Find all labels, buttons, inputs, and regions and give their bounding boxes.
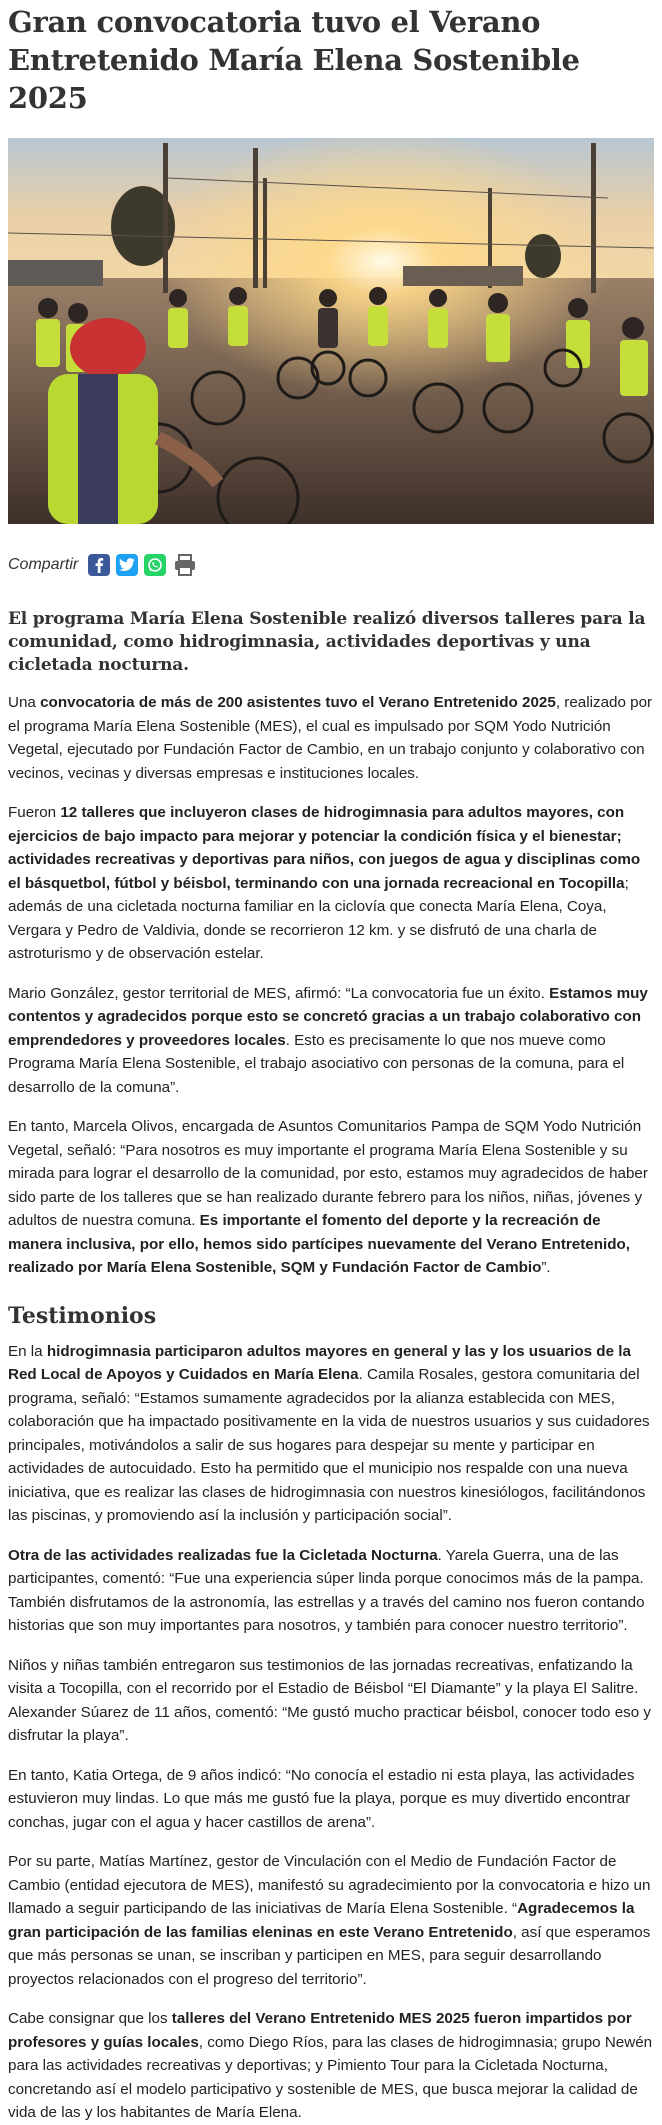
paragraph: En tanto, Katia Ortega, de 9 años indicó: “No conocía el estadio ni esta playa, las actividades estuvieron muy lindas. Lo que más me gustó fue la playa, porque es muy divertido encontrar conchas, jugar con el agua y hacer castillos de arena”. [8, 1766, 635, 1831]
paragraph: Fueron 12 talleres que incluyeron clases de hidrogimnasia para adultos mayores, con ejercicios de bajo impacto para mejorar y potenciar la condición física y el bienestar; actividades recreativas y deportivas para niños, con juegos de agua y disciplinas como el básquetbol, fútbol y béisbol, terminando con una jornada recreacional en Tocopilla; además de una cicletada nocturna familiar en la ciclovía que conecta María Elena, Coya, Vergara y Pedro de Valdivia, donde se recorrieron 12 km. y se disfrutó de una charla de astroturismo y de observación estelar. [8, 804, 641, 962]
paragraph: En la hidrogimnasia participaron adultos mayores en general y las y los usuarios de la Red Local de Apoyos y Cuidados en María Elena. Camila Rosales, gestora comunitaria del programa, señaló: “Estamos sumamente agradecidos por la alianza establecida con MES, colaboración que ha impactado positivamente en la vida de nuestros usuarios y sus cuidadores principales, motivándolos a salir de sus hogares para despejar su mente y participar en actividades de autocuidado. Esto ha permitido que el municipio nos respalde con una nueva iniciativa, que es realizar las clases de hidrogimnasia con nuestros kinesiólogos, facilitándonos las piscinas, y promoviendo así la inclusión y participación social”. [8, 1342, 650, 1524]
share-label: Compartir [8, 556, 79, 573]
section-heading: Testimonios [8, 1302, 157, 1329]
share-bar [8, 551, 654, 579]
paragraph: En tanto, Marcela Olivos, encargada de Asuntos Comunitarios Pampa de SQM Yodo Nutrición Vegetal, señaló: “Para nosotros es muy importante el programa María Elena Sostenible y su mirada para lograr el desarrollo de la comunidad, por esto, estamos muy agradecidos de haber sido parte de los talleres que se han realizado durante febrero para los niños, niñas, jóvenes y adultos de nuestra comuna. Es importante el fomento del deporte y la recreación de manera inclusiva, por ello, hemos sido partícipes nuevamente del Verano Entretenido, realizado por María Elena Sostenible, SQM y Fundación Factor de Cambio”. [8, 1118, 648, 1276]
paragraph: Mario González, gestor territorial de MES, afirmó: “La convocatoria fue un éxito. Estamos muy contentos y agradecidos porque esto se concretó gracias a un trabajo colaborativo con emprendedores y proveedores locales. Esto es precisamente lo que nos mueve como Programa María Elena Sostenible, el trabajo asociativo con personas de la comuna, para el desarrollo de la comuna”. [8, 984, 648, 1096]
paragraph: Otra de las actividades realizadas fue la Cicletada Nocturna. Yarela Guerra, una de las participantes, comentó: “Fue una experiencia súper linda porque conocimos más de la pampa. También disfrutamos de la astronomía, las estrellas y a través del camino nos fueron contando historias que son muy importantes para nosotros, y también para conocer nuestro territorio”. [8, 1546, 645, 1634]
paragraph: Cabe consignar que los talleres del Verano Entretenido MES 2025 fueron impartidos por profesores y guías locales, como Diego Ríos, para las clases de hidrogimnasia; grupo Newén para las actividades recreativas y deportivas; y Pimiento Tour para la Cicletada Nocturna, concretando así el modelo participativo y sostenible de MES, que busca mejorar la calidad de vida de las y los habitantes de María Elena. [8, 2010, 653, 2121]
hero-photo-cyclists [8, 138, 654, 524]
article-body [8, 691, 654, 2125]
article-lead: El programa María Elena Sostenible realizó diversos talleres para la comunidad, como hidrogimnasia, actividades deportivas y una cicletada nocturna. [8, 609, 646, 675]
whatsapp-icon[interactable] [144, 554, 166, 576]
paragraph: Por su parte, Matías Martínez, gestor de Vinculación con el Medio de Fundación Factor de Cambio (entidad ejecutora de MES), manifestó su agradecimiento por la convocatoria e hizo un llamado a seguir participando de las iniciativas de María Elena Sostenible. “Agradecemos la gran participación de las familias eleninas en este Verano Entretenido, así que esperamos que más personas se unan, se inscriban y participen en MES, para seguir desarrollando proyectos relacionados con el progreso del territorio”. [8, 1853, 651, 1988]
print-icon[interactable] [172, 554, 198, 576]
paragraph: Niños y niñas también entregaron sus testimonios de las jornadas recreativas, enfatizando la visita a Tocopilla, con el recorrido por el Estadio de Béisbol “El Diamante” y la playa El Salitre. Alexander Súarez de 11 años, comentó: “Me gustó mucho practicar béisbol, conocer todo eso y disfrutar la playa”. [8, 1656, 652, 1744]
article-title: Gran convocatoria tuvo el Verano Entretenido María Elena Sostenible 2025 [8, 5, 580, 115]
facebook-icon[interactable] [88, 554, 110, 576]
twitter-icon[interactable] [116, 554, 138, 576]
paragraph: Una convocatoria de más de 200 asistentes tuvo el Verano Entretenido 2025, realizado por el programa María Elena Sostenible (MES), el cual es impulsado por SQM Yodo Nutrición Vegetal, ejecutado por Fundación Factor de Cambio, en un trabajo conjunto y colaborativo con vecinos, vecinas y diversas empresas e instituciones locales. [8, 694, 653, 782]
